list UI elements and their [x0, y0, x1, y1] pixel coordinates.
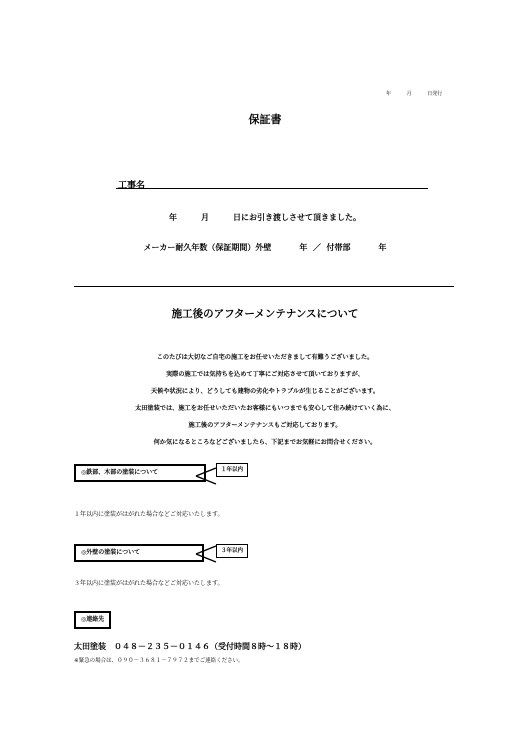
delivery-text: 日にお引き渡しさせて頂きました。 — [233, 213, 361, 222]
paragraph-line: 何か気になるところなどございましたら、下記までお気軽にお問合せください。 — [153, 439, 377, 446]
aftercare-paragraph — [0, 349, 530, 451]
section-exterior-note: ３年以内に塗装がはがれた場合などご対応いたします。 — [74, 580, 224, 587]
section-metal-wood-note: １年以内に塗装がはがれた場合などご対応いたします。 — [74, 511, 224, 518]
issue-year: 年 — [386, 91, 392, 97]
paragraph-line: 施工後のアフターメンテナンスもご対応しております。 — [188, 422, 342, 429]
section-divider — [74, 286, 454, 287]
contact-main: 太田塗装 ０４８－２３５－０１４６（受付時間８時～１８時） — [74, 642, 306, 651]
section-metal-wood-title: ◎鉄部、木部の塗装について — [74, 464, 206, 482]
project-name-underline — [116, 188, 428, 189]
paragraph-line: 天候や状況により、どうしても建物の劣化やトラブルが生じることがございます。 — [150, 388, 380, 395]
issue-month: 月 — [406, 91, 412, 97]
warranty-line — [0, 242, 530, 253]
contact-urgent: ※緊急の場合は、０９０－３６８１－７９７２までご連絡ください。 — [74, 658, 244, 664]
project-name-label: 工事名 — [118, 181, 146, 191]
paragraph-line: 実際の施工では気持ちを込めて丁寧にご対応させて頂いておりますが、 — [166, 371, 364, 378]
aftercare-title: 施工後のアフターメンテナンスについて — [171, 308, 359, 320]
delivery-year: 年 — [169, 213, 177, 222]
issue-date — [386, 90, 442, 97]
delivery-line — [0, 212, 530, 223]
paragraph-line: 太田塗装では、施工をお任せいただいたお客様にもいつまでも安心して住み続けていく為に、 — [135, 405, 395, 412]
section-exterior-period: ３年以内 — [216, 544, 248, 558]
delivery-month: 月 — [201, 213, 209, 222]
contact-title: ◎連絡先 — [74, 611, 111, 629]
warranty-slash: ／ — [312, 243, 321, 252]
issue-day: 日発行 — [427, 91, 443, 97]
document-title: 保証書 — [248, 113, 282, 126]
warranty-label: メーカー耐久年数（保証期間）外壁 — [143, 243, 272, 252]
warranty-year: 年 — [299, 243, 308, 252]
callout-connector — [196, 468, 216, 486]
warranty-accessory: 付帯部 — [326, 243, 351, 252]
warranty-year2: 年 — [378, 243, 387, 252]
section-exterior-title: ◎外壁の塗装について — [74, 544, 204, 562]
paragraph-line: このたびは大切なご自宅の施工をお任せいただきまして有難うございました。 — [156, 354, 374, 361]
callout-connector — [196, 546, 216, 564]
section-metal-wood-period: １年以内 — [216, 463, 248, 477]
